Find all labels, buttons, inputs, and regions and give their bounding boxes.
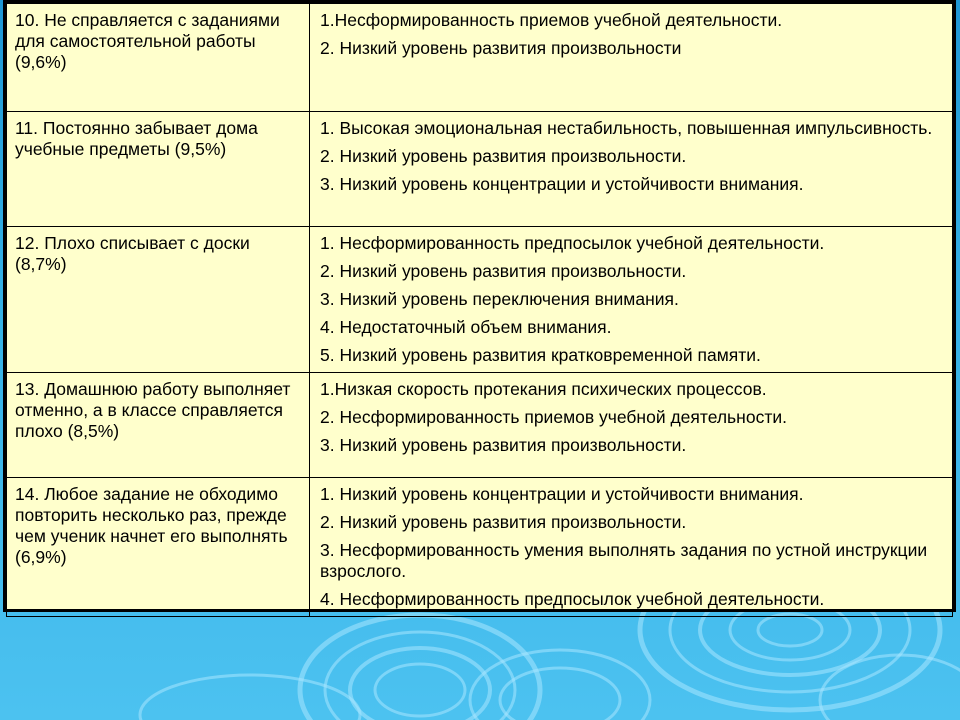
reasons-cell [310, 227, 953, 373]
reasons-cell [310, 112, 953, 227]
reason-item: 2. Низкий уровень развития произвольности. [320, 261, 687, 281]
reason-item: 3. Несформированность умения выполнять задания по устной инструкции взрослого. [320, 540, 928, 581]
reason-item: 2. Низкий уровень развития произвольности. [320, 146, 687, 166]
reason-item: 4. Недостаточный объем внимания. [320, 317, 612, 337]
table-row [7, 227, 953, 373]
reason-item: 1. Низкий уровень концентрации и устойчивости внимания. [320, 484, 804, 504]
reason-item: 2. Низкий уровень развития произвольности [320, 38, 682, 58]
reason-item: 1.Низкая скорость протекания психических процессов. [320, 379, 767, 399]
table-row [7, 4, 953, 112]
table-row [7, 373, 953, 478]
reasons-cell [310, 478, 953, 617]
problem-cell: 11. Постоянно забывает дома учебные предметы (9,5%) [7, 112, 310, 227]
reason-item: 3. Низкий уровень концентрации и устойчивости внимания. [320, 174, 804, 194]
reason-item: 4. Несформированность предпосылок учебной деятельности. [320, 589, 825, 609]
reason-item: 2. Несформированность приемов учебной деятельности. [320, 407, 787, 427]
reason-item: 3. Низкий уровень развития произвольности. [320, 435, 687, 455]
problem-cell: 10. Не справляется с заданиями для самостоятельной работы (9,6%) [7, 4, 310, 112]
problem-cell: 13. Домашнюю работу выполняет отменно, а в классе справляется плохо (8,5%) [7, 373, 310, 478]
reason-item: 2. Низкий уровень развития произвольности. [320, 512, 687, 532]
reason-item: 1. Высокая эмоциональная нестабильность, повышенная импульсивность. [320, 118, 933, 138]
table-row [7, 478, 953, 617]
reason-item: 5. Низкий уровень развития кратковременной памяти. [320, 345, 761, 365]
problems-reasons-table [6, 3, 953, 617]
reasons-cell [310, 373, 953, 478]
reason-item: 1. Несформированность предпосылок учебной деятельности. [320, 233, 825, 253]
problem-cell: 12. Плохо списывает с доски (8,7%) [7, 227, 310, 373]
problem-cell: 14. Любое задание не обходимо повторить несколько раз, прежде чем ученик начнет его выполнять (6,9%) [7, 478, 310, 617]
reason-item: 1.Несформированность приемов учебной деятельности. [320, 10, 783, 30]
reasons-table [3, 0, 956, 612]
table-row [7, 112, 953, 227]
reasons-cell [310, 4, 953, 112]
reason-item: 3. Низкий уровень переключения внимания. [320, 289, 679, 309]
